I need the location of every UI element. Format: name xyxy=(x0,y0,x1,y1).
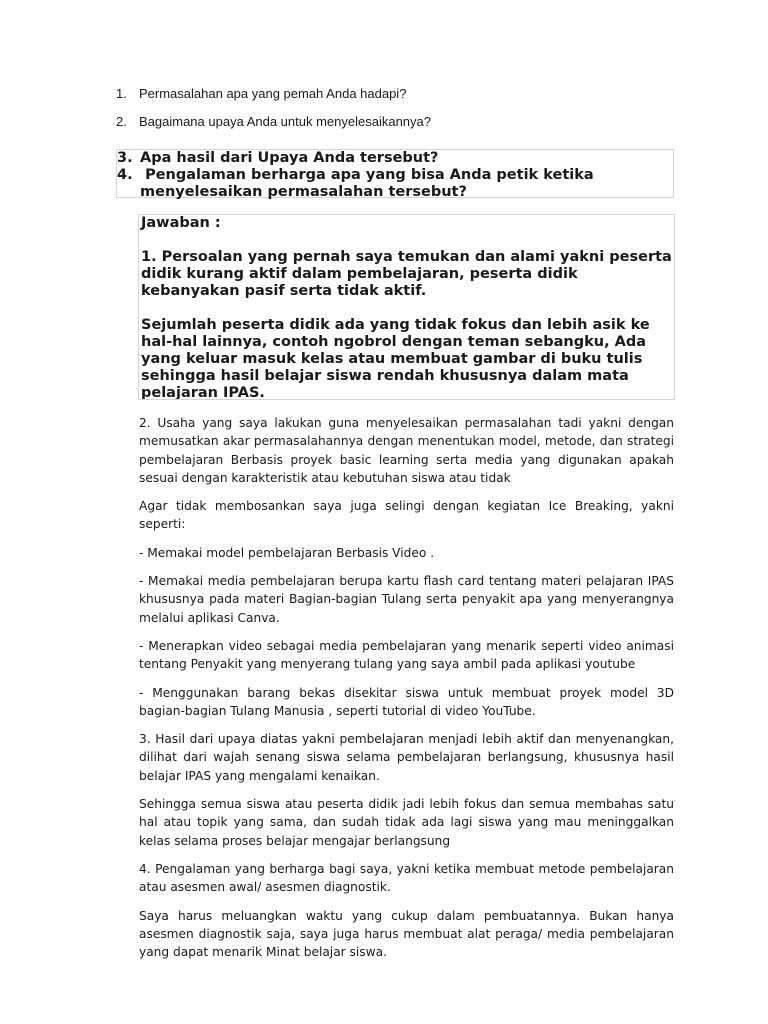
answer-paragraph: 1. Persoalan yang pernah saya temukan dan alami yakni peserta didik kurang aktif dalam pembelajaran, peserta didik kebanyakan pasif serta tidak aktif. xyxy=(141,249,672,299)
question-text: Bagaimana upaya Anda untuk menyelesaikannya? xyxy=(139,114,431,129)
list-item xyxy=(116,86,676,102)
question-list-plain xyxy=(116,86,676,142)
paragraph: Saya harus meluangkan waktu yang cukup dalam pembuatannya. Bukan hanya asesmen diagnostik saja, saya juga harus membuat alat peraga/ media pembelajaran yang dapat menarik Minat belajar siswa. xyxy=(139,908,674,960)
list-item xyxy=(116,114,676,130)
paragraph: - Menggunakan barang bekas disekitar siswa untuk membuat proyek model 3D bagian-bagian Tulang Manusia , seperti tutorial di video YouTube. xyxy=(139,685,674,718)
question-text: Apa hasil dari Upaya Anda tersebut? xyxy=(140,150,439,166)
answer-box xyxy=(138,214,675,400)
list-item xyxy=(117,150,673,167)
list-number: 4. xyxy=(117,167,133,183)
paragraph: - Menerapkan video sebagai media pembelajaran yang menarik seperti video animasi tentang Penyakit yang menyerang tulang yang saya ambil pada aplikasi youtube xyxy=(139,638,674,672)
body-text xyxy=(139,414,674,971)
paragraph: 3. Hasil dari upaya diatas yakni pembelajaran menjadi lebih aktif dan menyenangkan, dilihat dari wajah senang siswa selama pembelajaran berlangsung, khususnya hasil belajar IPAS yang mengalami kenaikan. xyxy=(139,732,674,783)
answer-heading: Jawaban : xyxy=(141,215,221,231)
paragraph: Agar tidak membosankan saya juga selingi dengan kegiatan Ice Breaking, yakni seperti: xyxy=(139,499,674,532)
paragraph: - Memakai model pembelajaran Berbasis Video . xyxy=(139,545,435,560)
question-text: Pengalaman berharga apa yang bisa Anda petik ketika menyelesaikan permasalahan tersebut? xyxy=(140,167,599,200)
list-number: 1. xyxy=(116,86,127,101)
question-list-bold xyxy=(116,149,674,198)
list-number: 2. xyxy=(116,114,127,129)
paragraph: 2. Usaha yang saya lakukan guna menyelesaikan permasalahan tadi yakni dengan memusatkan akar permasalahannya dengan menentukan model, metode, dan strategi pembelajaran Berbasis proyek basic learning serta media yang digunakan apakah sesuai dengan karakteristik atau kebutuhan siswa atau tidak xyxy=(139,416,674,485)
answer-paragraph: Sejumlah peserta didik ada yang tidak fokus dan lebih asik ke hal-hal lainnya, contoh ngobrol dengan teman sebangku, Ada yang keluar masuk kelas atau membuat gambar di buku tulis sehingga hasil belajar siswa rendah khususnya dalam mata pelajaran IPAS. xyxy=(141,317,650,400)
paragraph: 4. Pengalaman yang berharga bagi saya, yakni ketika membuat metode pembelajaran atau asesmen awal/ asesmen diagnostik. xyxy=(139,861,674,895)
paragraph: - Memakai media pembelajaran berupa kartu flash card tentang materi pelajaran IPAS khususnya pada materi Bagian-bagian Tulang serta penyakit apa yang menyerangnya melalui aplikasi Canva. xyxy=(139,574,674,625)
paragraph: Sehingga semua siswa atau peserta didik jadi lebih fokus dan semua membahas satu hal atau topik yang sama, dan sudah tidak ada lagi siswa yang mau meninggalkan kelas selama proses belajar mengajar berlangsung xyxy=(139,797,674,848)
list-item xyxy=(117,167,673,201)
list-number: 3. xyxy=(117,150,133,166)
question-text: Permasalahan apa yang pemah Anda hadapi? xyxy=(139,86,407,101)
